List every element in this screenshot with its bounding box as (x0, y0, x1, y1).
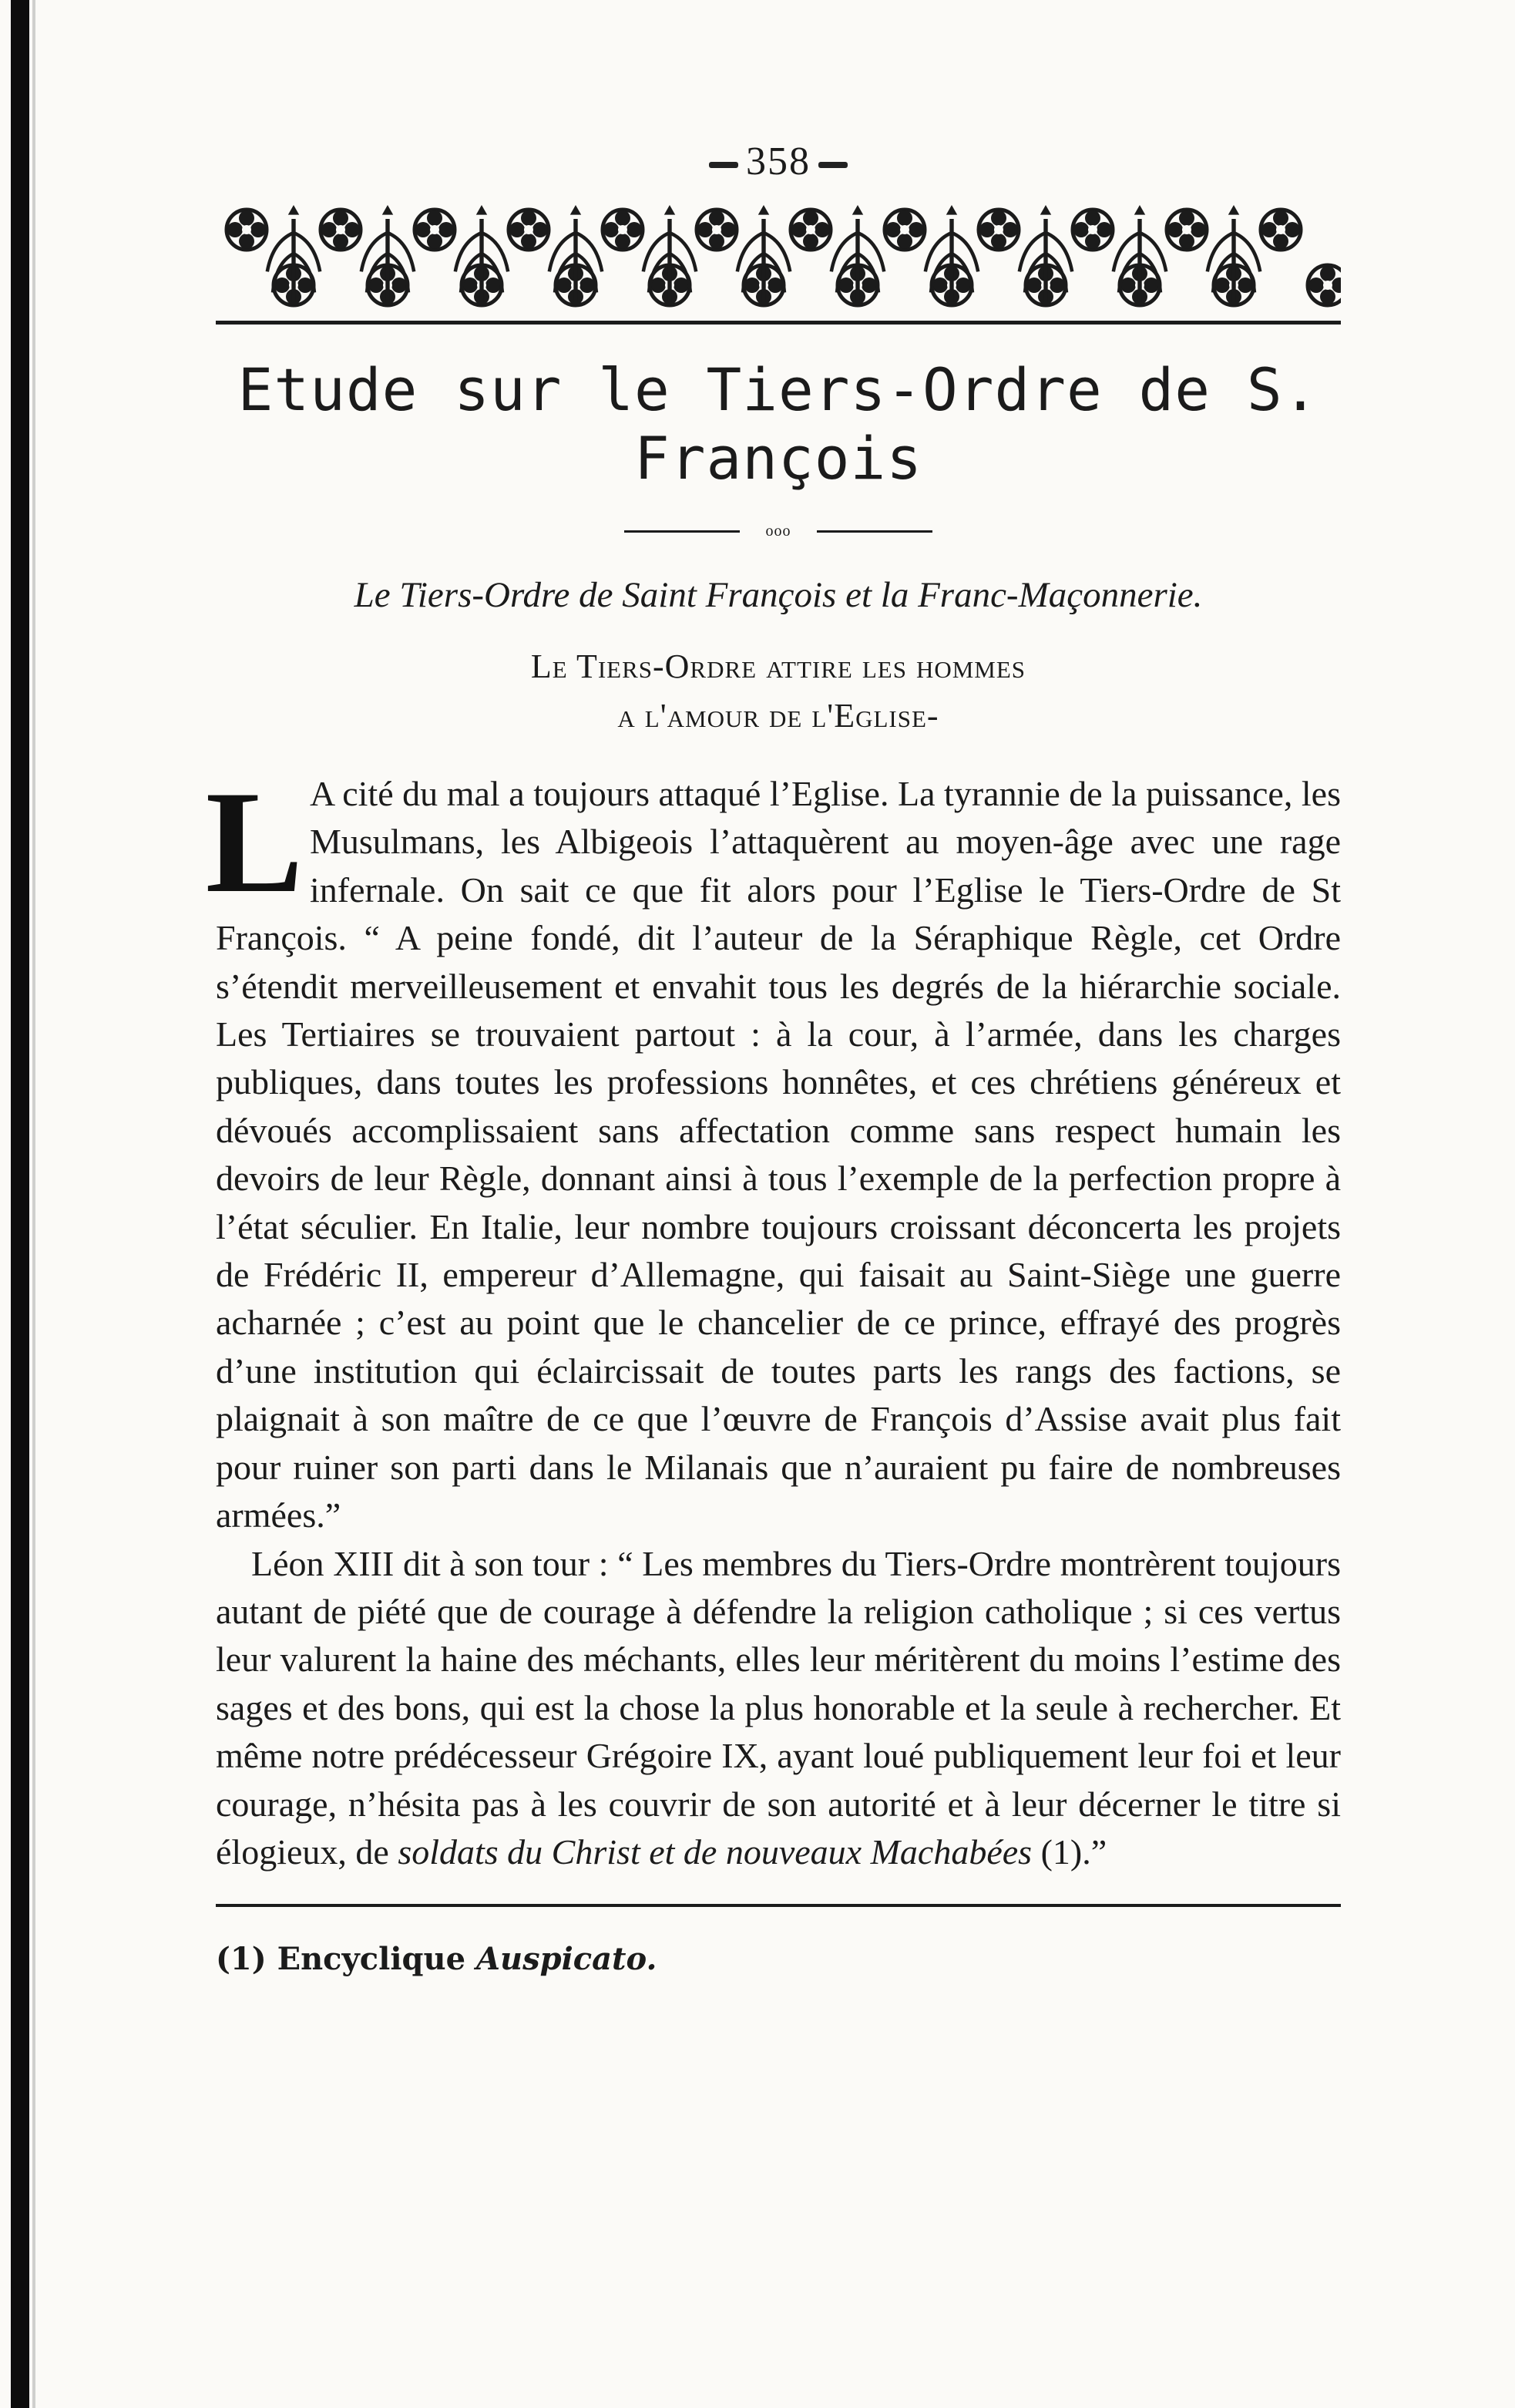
folio-dash-right (818, 162, 848, 168)
footnote-label: (1) Encyclique (216, 1941, 466, 1978)
separator-line-left (624, 530, 740, 533)
paragraph-1-text: A cité du mal a toujours attaqué l’Eglise. La tyrannie de la puissance, les Musulmans, les Albigeois l’attaquèrent au moyen-âge avec une rage infernale. On sait ce que fit alors pour l’Eglise le Tiers-Ordre de St François. “ A peine fondé, dit l’auteur de la Séraphique Règle, cet Ordre s’étendit merveilleusement et envahit tous les degrés de la hiérarchie sociale. Les Tertiaires se trouvaient partout : à la cour, à l’armée, dans les charges publiques, dans toutes les professions honnêtes, et ces chrétiens généreux et dévoués accomplissaient sans affectation comme sans respect humain les devoirs de leur Règle, donnant ainsi à tous l’exemple de la perfection propre à l’état séculier. En Italie, leur nombre toujours croissant déconcerta les projets de Frédéric II, empereur d’Allemagne, qui faisait au Saint-Siège une guerre acharnée ; c’est au point que le chancelier de ce prince, effrayé des progrès d’une institution qui éclaircissait de toutes parts les rangs des factions, se plaignait à son maître de ce que l’œuvre de François d’Assise avait plus fait pour ruiner son parti dans le Milanais que n’auraient pu faire de nombreuses armées.” (216, 774, 1341, 1535)
folio-dash-left (709, 162, 738, 168)
paragraph-1 (205, 762, 1341, 1540)
footnote-italic: Auspicato. (475, 1941, 657, 1978)
ornament-rule (216, 321, 1341, 325)
paragraph-2-text: Léon XIII dit à son tour : “ Les membres du Tiers-Ordre montrèrent toujours autant de piété que de courage à défendre la religion catholique ; si ces vertus leur valurent la haine des méchants, elles leur méritèrent du moins l’estime des sages et des bons, qui est la chose la plus honorable et la seule à rechercher. Et même notre prédécesseur Grégoire IX, ayant loué publiquement leur foi et leur courage, n’hésita pas à les couvrir de son autorité et à leur décerner le titre si élogieux, de (216, 1543, 1341, 1872)
flower-motif (1261, 210, 1301, 250)
scan-binding-shadow (32, 0, 35, 2408)
footnote-rule (216, 1904, 1341, 1907)
flower-motif (1308, 265, 1341, 305)
flower-motif (1073, 210, 1113, 250)
flower-motif (885, 210, 925, 250)
flower-motif (791, 210, 831, 250)
flower-motif (603, 210, 643, 250)
flower-motif (1167, 210, 1207, 250)
footnote (216, 1941, 1341, 1977)
title-separator (624, 522, 932, 540)
ornament-pattern (227, 205, 1341, 305)
page (205, 131, 1341, 1978)
scan-binding-edge (11, 0, 29, 2408)
flower-motif (979, 210, 1019, 250)
flower-motif (509, 210, 549, 250)
flower-motif (227, 210, 267, 250)
separator-line-right (817, 530, 932, 533)
floral-ornament-band (216, 200, 1341, 316)
drop-cap: L (205, 762, 304, 923)
flower-motif (321, 210, 361, 250)
paragraph-2 (216, 1540, 1341, 1877)
paragraph-2-end: (1).” (1032, 1831, 1107, 1872)
page-number (216, 131, 1341, 193)
page-number-text: 358 (746, 140, 811, 183)
article-title: Etude sur le Tiers-Ordre de S. François (237, 355, 1319, 493)
section-heading-line2: a l'amour de l'Eglise- (617, 697, 939, 735)
section-heading-line1: Le Tiers-Ordre attire les hommes (530, 647, 1026, 685)
paragraph-2-italic: soldats du Christ et de nouveaux Machabées (398, 1831, 1033, 1872)
section-heading (216, 642, 1341, 741)
article-subtitle: Le Tiers-Ordre de Saint François et la Franc-Maçonnerie. (354, 575, 1203, 615)
flower-motif (415, 210, 455, 250)
article-body (205, 762, 1341, 1876)
separator-ornament: ooo (765, 523, 791, 540)
flower-motif (697, 210, 737, 250)
